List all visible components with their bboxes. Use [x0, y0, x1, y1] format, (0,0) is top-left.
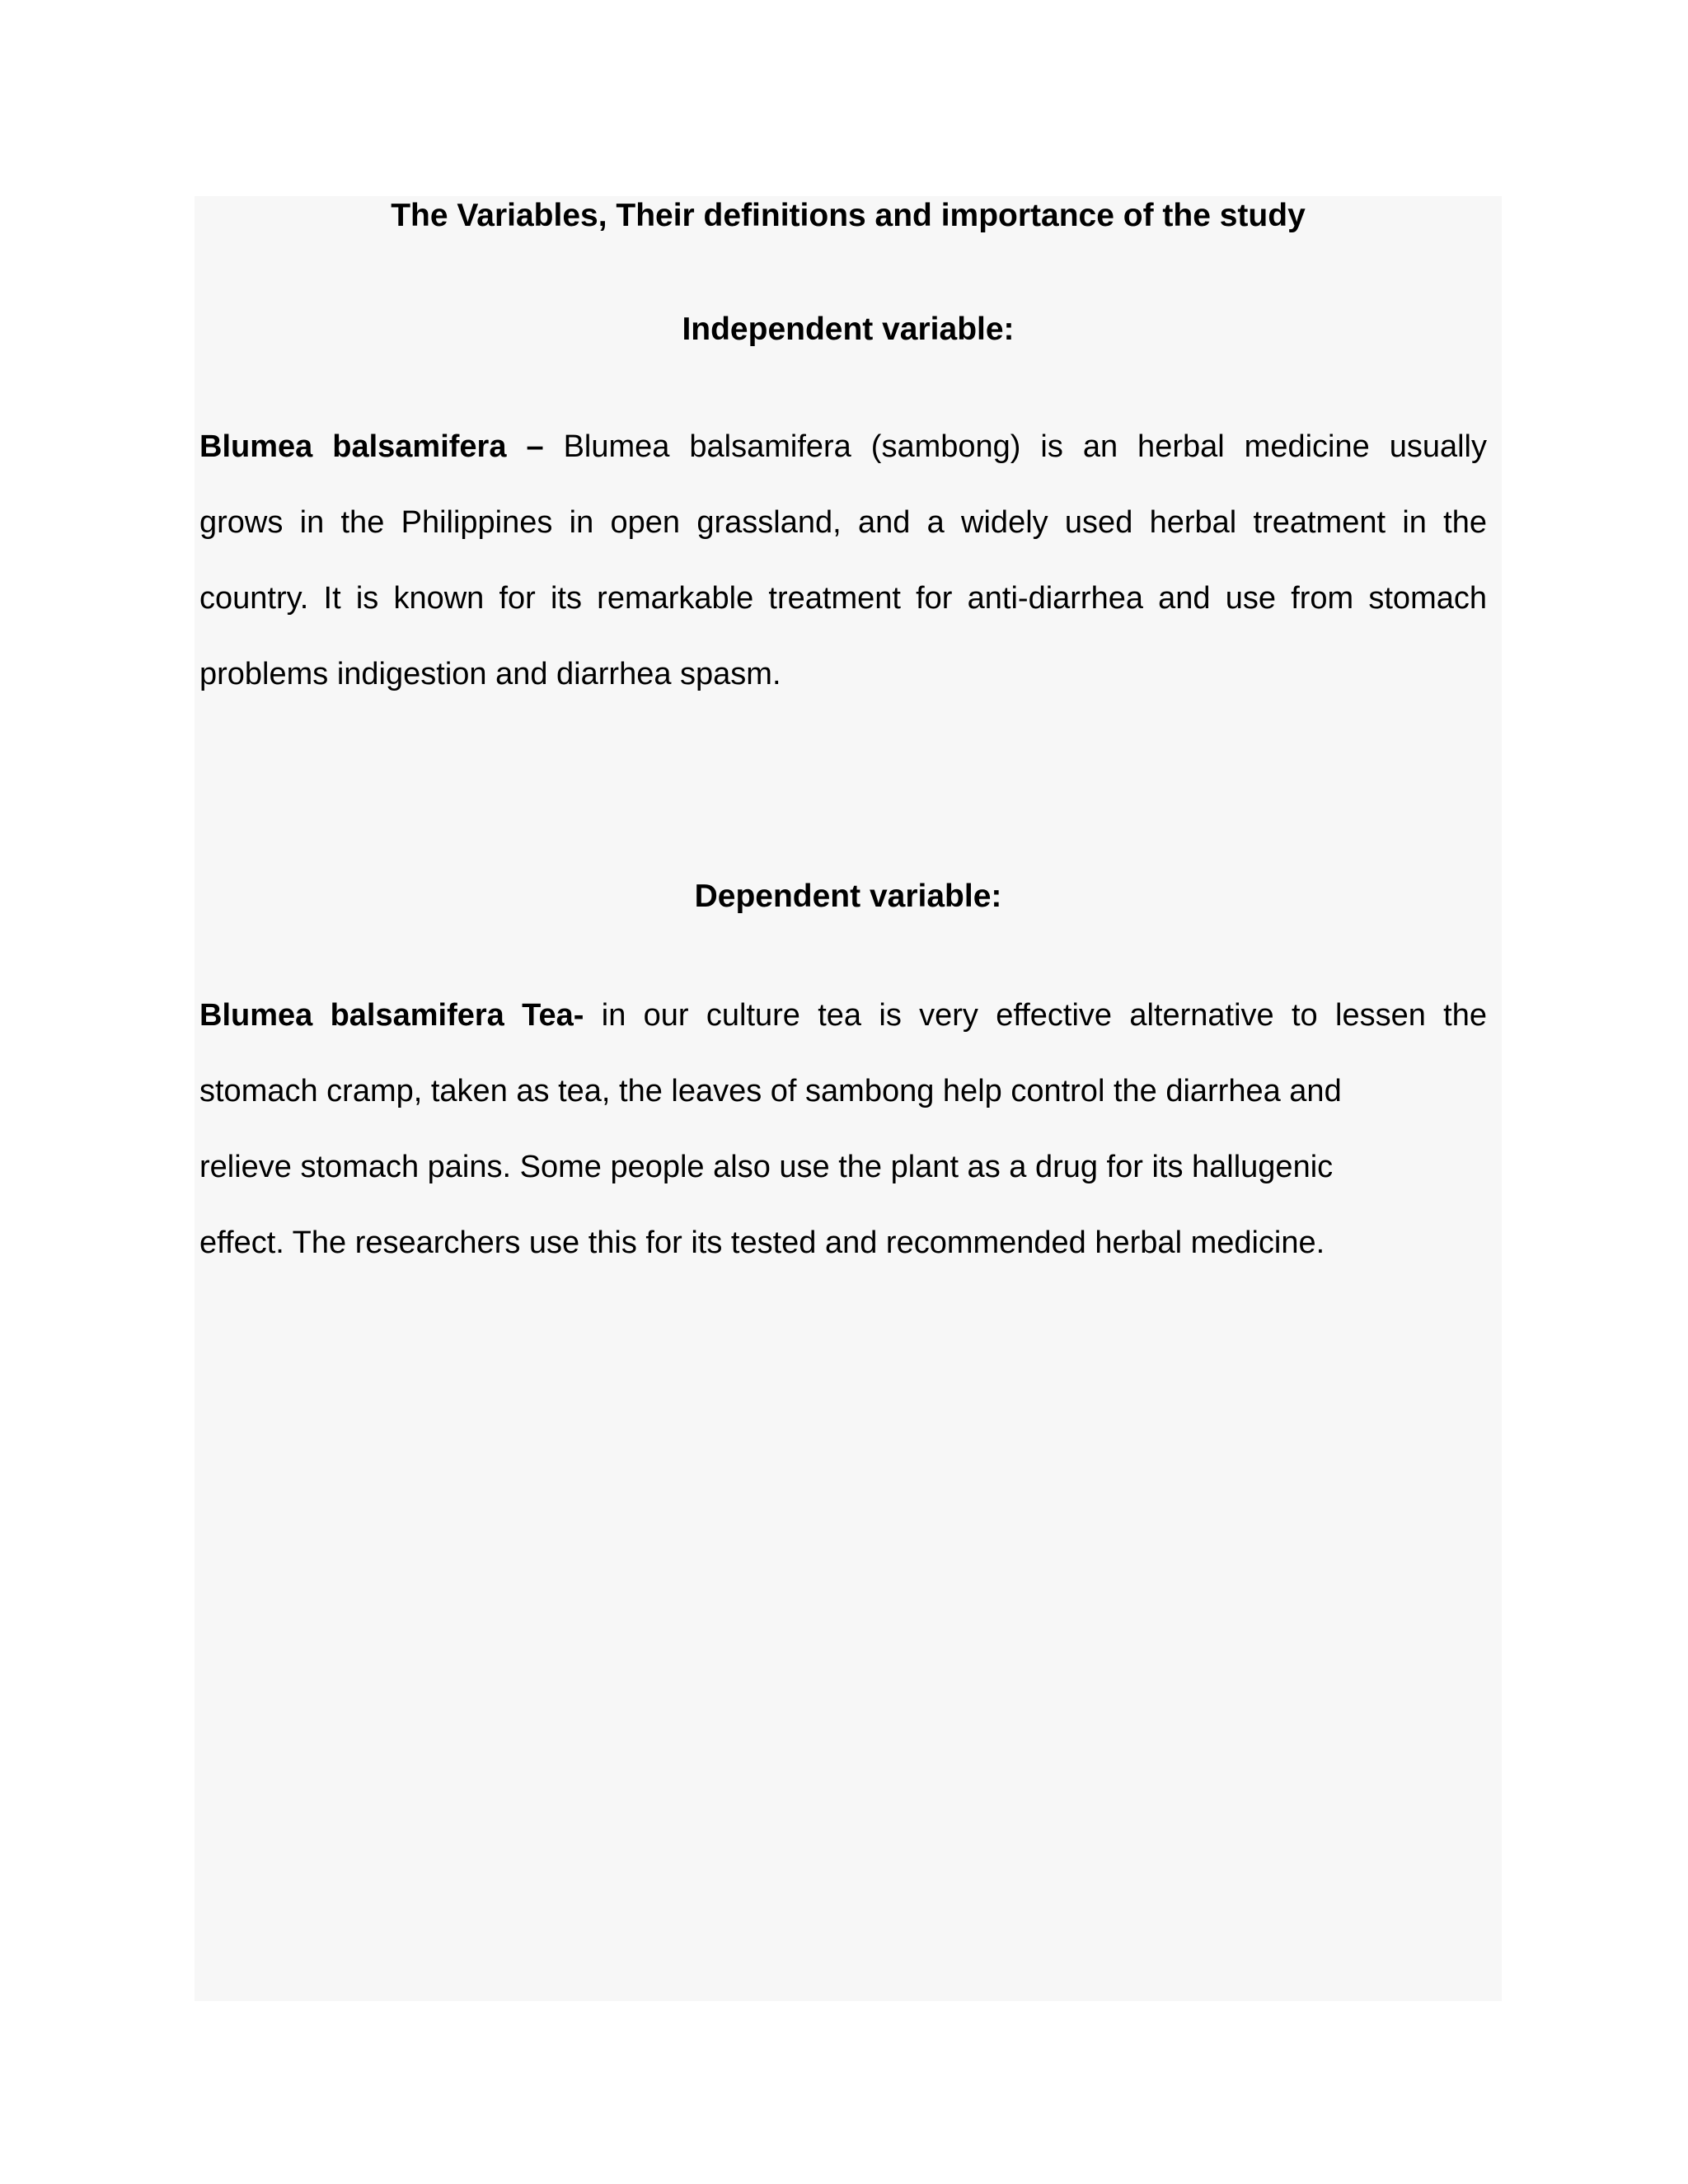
paragraph-line: grows in the Philippines in open grassland, and a widely used herbal treatment in the	[199, 505, 1487, 540]
independent-variable-heading: Independent variable:	[682, 312, 1015, 347]
independent-variable-term: Blumea balsamifera –	[199, 429, 544, 464]
paragraph-line: relieve stomach pains. Some people also use the plant as a drug for its hallugenic	[199, 1150, 1334, 1184]
paragraph-line: country. It is known for its remarkable treatment for anti-diarrhea and use from stomach	[199, 581, 1487, 616]
paragraph-line: effect. The researchers use this for its tested and recommended herbal medicine.	[199, 1226, 1325, 1260]
independent-variable-paragraph	[199, 409, 1487, 712]
paragraph-line: stomach cramp, taken as tea, the leaves of sambong help control the diarrhea and	[199, 1074, 1342, 1108]
paragraph-line: Blumea balsamifera Tea- in our culture tea is very effective alternative to lessen the	[199, 998, 1487, 1033]
dependent-variable-term: Blumea balsamifera Tea-	[199, 998, 584, 1033]
paragraph-line: Blumea balsamifera – Blumea balsamifera (sambong) is an herbal medicine usually	[199, 429, 1488, 464]
dependent-variable-heading: Dependent variable:	[694, 879, 1002, 914]
paragraph-line: problems indigestion and diarrhea spasm.	[199, 657, 781, 691]
dependent-variable-paragraph	[199, 977, 1487, 1281]
document-title: The Variables, Their definitions and importance of the study	[391, 198, 1306, 233]
